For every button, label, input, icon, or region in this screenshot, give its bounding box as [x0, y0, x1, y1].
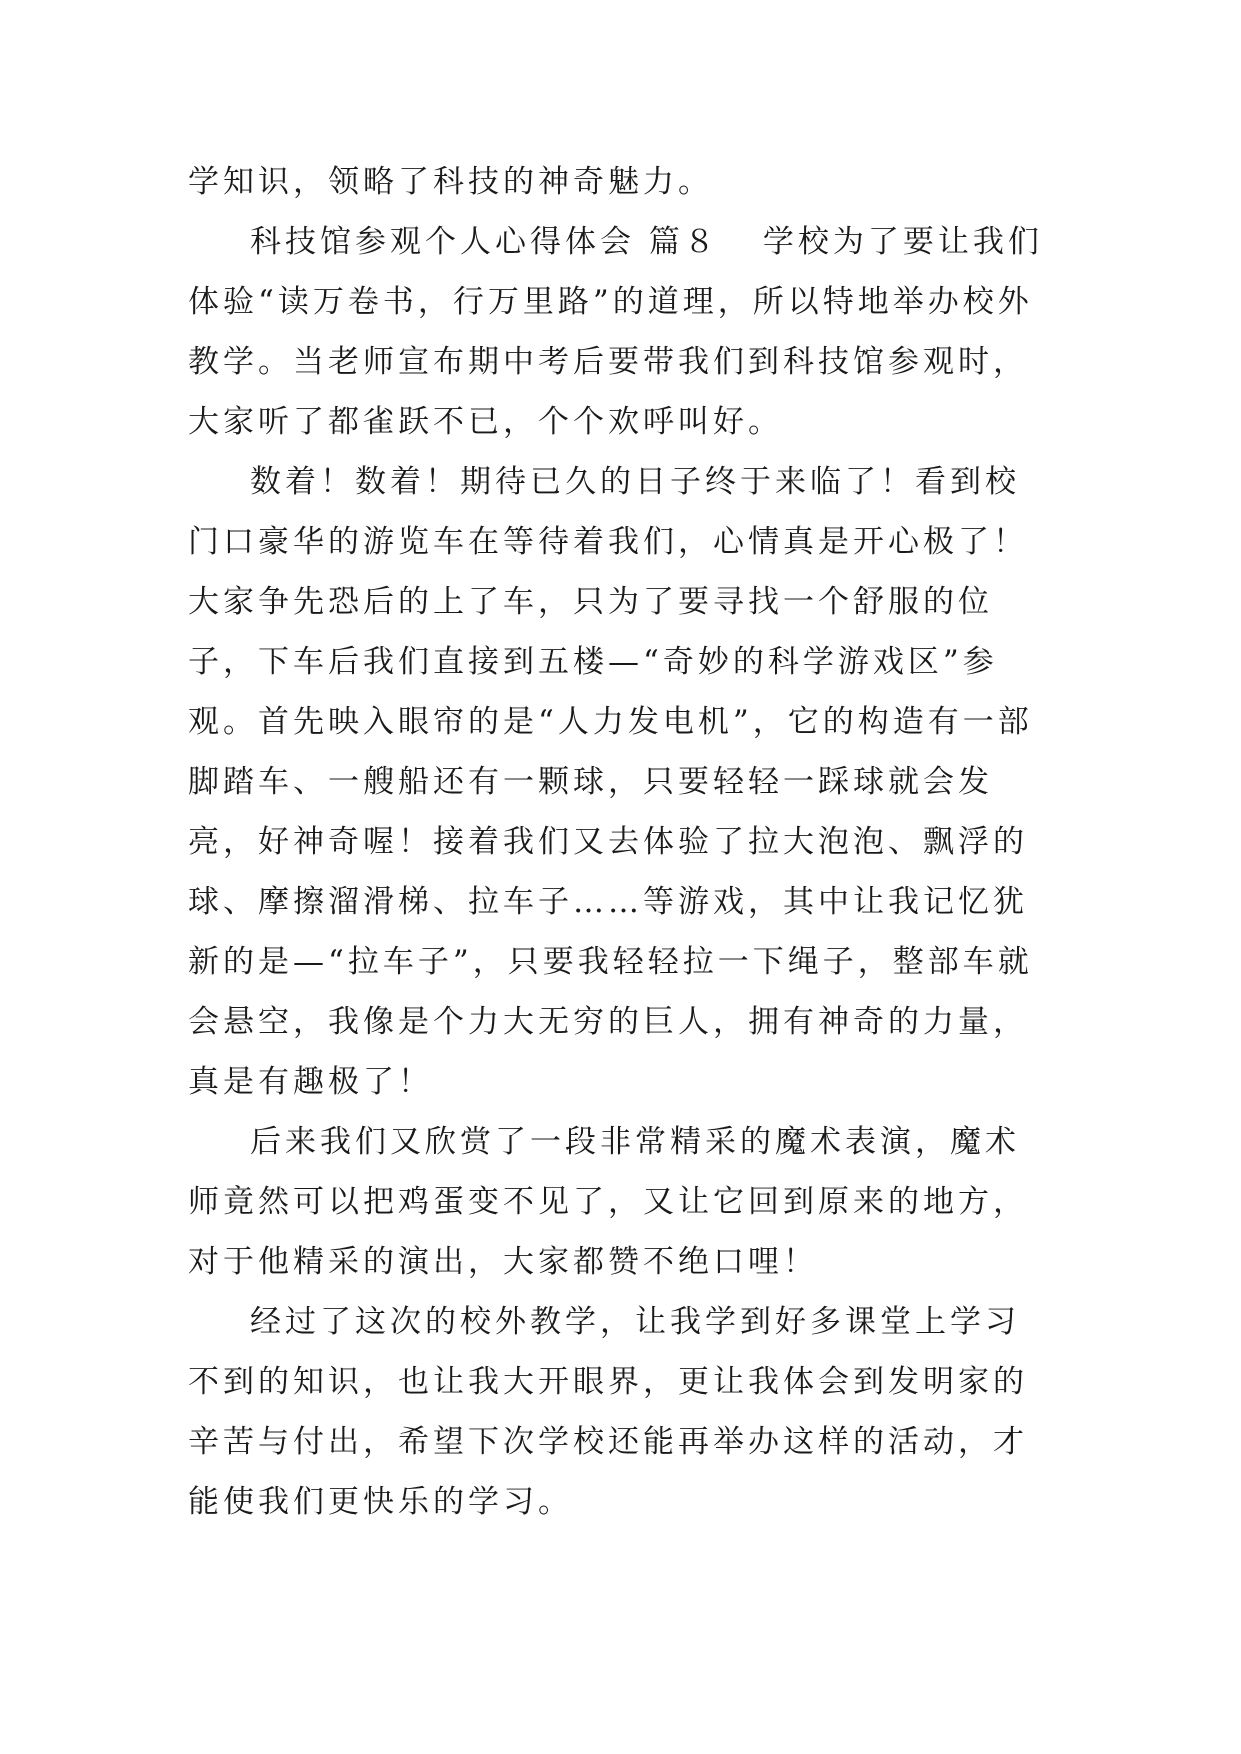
- body-paragraph: 数着！数着！期待已久的日子终于来临了！看到校门口豪华的游览车在等待着我们，心情真是开心极了！大家争先恐后的上了车，只为了要寻找一个舒服的位子，下车后我们直接到五楼—“奇妙的科学游戏区”参观。首先映入眼帘的是“人力发电机”，它的构造有一部脚踏车、一艘船还有一颗球，只要轻轻一踩球就会发亮，好神奇喔！接着我们又去体验了拉大泡泡、飘浮的球、摩擦溜滑梯、拉车子……等游戏，其中让我记忆犹新的是—“拉车子”，只要我轻轻拉一下绳子，整部车就会悬空，我像是个力大无穷的巨人，拥有神奇的力量，真是有趣极了！: [188, 464, 1033, 1100]
- paragraph-text: 学校为了要让我们体验“读万卷书，行万里路”的道理，所以特地举办校外教学。当老师宣布期中考后要带我们到科技馆参观时，大家听了都雀跃不已，个个欢呼叫好。: [188, 224, 1043, 440]
- continuation-paragraph: 学知识，领略了科技的神奇魅力。: [188, 164, 713, 200]
- body-paragraph: 经过了这次的校外教学，让我学到好多课堂上学习不到的知识，也让我大开眼界，更让我体会到发明家的辛苦与付出，希望下次学校还能再举办这样的活动，才能使我们更快乐的学习。: [188, 1304, 1028, 1520]
- section-heading: 科技馆参观个人心得体会 篇８: [250, 224, 719, 260]
- body-paragraph: 后来我们又欣赏了一段非常精采的魔术表演，魔术师竟然可以把鸡蛋变不见了，又让它回到原来的地方，对于他精采的演出，大家都赞不绝口哩！: [188, 1124, 1028, 1280]
- document-body: [188, 152, 1054, 1532]
- section-paragraph: [188, 212, 1054, 452]
